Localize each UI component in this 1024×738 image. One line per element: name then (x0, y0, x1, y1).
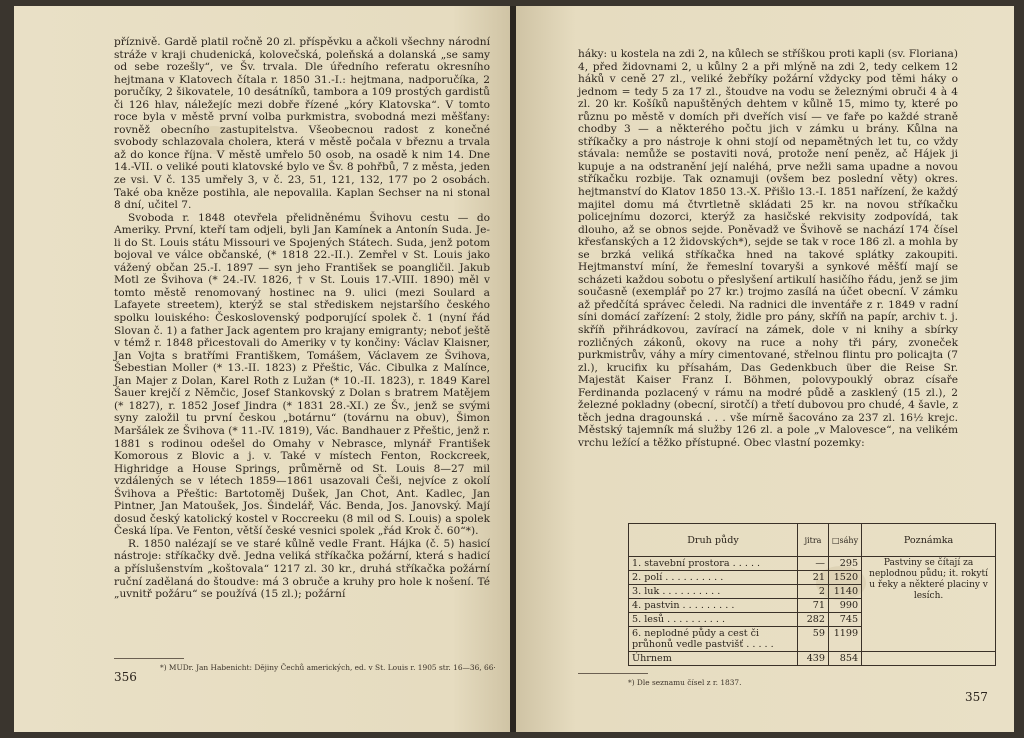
table-cell: 439 (798, 652, 829, 666)
table-cell: 1520 (829, 571, 862, 585)
table-cell: 854 (829, 652, 862, 666)
page-number: 356 (114, 670, 137, 684)
table-cell: 5. lesů . . . . . . . . . . (629, 613, 798, 627)
table-cell: 1. stavební prostora . . . . . (629, 557, 798, 571)
table-cell: 1199 (829, 627, 862, 652)
footnote-rule (578, 673, 648, 674)
table-header-row (629, 524, 996, 557)
table-cell: 59 (798, 627, 829, 652)
paragraph: háky: u kostela na zdi 2, na kůlech se stříškou proti kapli (sv. Floriana) 4, před židovnami 2, u kůlny 2 a při mlýně na zdi 2, tedy celkem 12 háků v ceně 27 zl., veliké žebříky požární vždycky pod těmi háky o jednom = tedy 5 za 17 zl., štoudve na vodu se železnými obruči 4 à 4 zl. 20 kr. Košíků napuštěných dehtem v kůlně 15, mimo ty, které po různu po městě v domích při dveřích visí — ve faře po každé straně chodby 3 — a některého počtu jich v zámku u brány. Kůlna na stříkačky a pro nástroje k ohni stojí od nepamětných let tu, co vždy stávala: nemůže se postaviti nová, protože není peněz, ač Hájek ji kupuje a na odstranění její naléhá, prve nežli sama upadne a novou stříkačku rozbije. Tak oznamuji (ovšem bez poslední věty) okres. hejtmanství do Klatov 1850 13.-X. Přišlo 13.-I. 1851 nařízení, že každý majitel domu má čtvrtletně skládati 25 kr. na novou stříkačku policejnímu dozorci, kterýž za hasičské rekvisity zodpovídá, tak dlouho, až se obnos sejde. Poněvadž ve Švihově se nachází 174 čísel křesťanských a 12 židovských*), sejde se tak v roce 186 zl. a mohla by se brzká veliká stříkačka hned na takové splátky zakoupiti. Hejtmanství míní, že řemeslní tovaryši a synkové měšťí mají se scházeti každou sobotu o přeslyšení artikulí hasičího řádu, jenž se jim současně (exemplář po 27 kr.) trojmo zasílá na účet obecní. V zámku až předčítá správec čeledi. Na radnici dle inventáře z r. 1849 v radní síni domácí zařízení: 2 stoly, židle pro pány, skříň na papír, archiv t. j. skříň přihrádkovou, zavírací na zámek, dole v ni knihy a sbírky rozličných zákonů, okovy na ruce a nohy tři páry, zvoneček purkmistrův, váhy a míry cimentované, střelnou flintu pro policajta (7 zl.), krucifix ku přísahám, Das Gedenkbuch über die Reise Sr. Majestät Kaiser Franz I. Böhmen, polovypouklý obraz císaře Ferdinanda pozlacený v rámu na modré půdě a zasklený (15 zl.), 2 železné pokladny (obecní, sirotčí) a třetí dubovou pro chudé, 4 šavle, z těch jedna dragounská . . . vše mírně šacováno za 237 zl. 16½ krejc. Městský tajemník má služby 126 zl. a pole „v Malovesce“, na velikém vrchu ležící a těžko přístupné. Obec vlastní pozemky: (578, 48, 958, 449)
footnote-rule (114, 658, 184, 659)
footnote: *) Dle seznamu čísel z r. 1837. (628, 678, 742, 687)
table-cell: 3. luk . . . . . . . . . . (629, 585, 798, 599)
table-cell (862, 652, 996, 666)
table-cell: Úhrnem (629, 652, 798, 666)
land-table (628, 523, 996, 666)
table-row (629, 557, 996, 571)
column-header: Druh půdy (629, 524, 798, 557)
table-cell: 6. neplodné půdy a cest či průhonů vedle pastvišť . . . . . (629, 627, 798, 652)
table-cell: 4. pastvin . . . . . . . . . (629, 599, 798, 613)
column-header: □sáhy (829, 524, 862, 557)
right-page-body (578, 48, 958, 450)
table-total-row (629, 652, 996, 666)
table-note: Pastviny se čítají za neplodnou půdu; it. rokytí u řeky a některé placiny v lesích. (862, 557, 996, 652)
right-page (516, 6, 1014, 732)
left-page-body (114, 36, 490, 601)
table-cell: 2. polí . . . . . . . . . . (629, 571, 798, 585)
table-cell: 990 (829, 599, 862, 613)
column-header: jitra (798, 524, 829, 557)
paragraph: příznivě. Gardě platil ročně 20 zl. příspěvku a ačkoli všechny národní stráže v kraji chudenická, kolovečská, poleňská a dolanská „se samy od sebe rozešly“, ve Šv. trvala. Dle úředního referatu okresního hejtmana v Klatovech čítala r. 1850 31.-I.: hejtmana, nadporučíka, 2 poručíky, 2 šikovatele, 10 desátníků, tambora a 109 prostých gardistů či 126 hlav, náležejíc mezi dobře řízené „kóry Klatovska“. V tomto roce byla v městě první volba purkmistra, svobodná mezi měšťany: rovněž obecního zastupitelstva. Všeobecnou radost z konečné svobody schlazovala cholera, která v městě počala v březnu a trvala až do konce října. V městě umřelo 50 osob, na osadě k nim 14. Dne 14.-VII. o veliké pouti klatovské bylo ve Šv. 8 pohřbů, 7 z města, jeden ze vsi. V č. 135 umřely 3, v č. 23, 51, 121, 132, 177 po 2 osobách. Také oba kněze postihla, ale nepovalila. Kaplan Sechser na ni stonal 8 dní, učitel 7. (114, 36, 490, 212)
table-cell: — (798, 557, 829, 571)
table-cell: 21 (798, 571, 829, 585)
table-cell: 1140 (829, 585, 862, 599)
paragraph: Svoboda r. 1848 otevřela přelidněnému Švihovu cestu — do Ameriky. První, kteří tam odjeli, byli Jan Kamínek a Antonín Suda. Je-li do St. Louis státu Missouri ve Spojených Státech. Suda, jenž potom bojoval ve válce občanské, (* 1818 22.-II.). Zemřel v St. Louis jako vážený občan 25.-I. 1897 — syn jeho František se poangličil. Jakub Motl ze Švihova (* 24.-IV. 1826, † v St. Louis 17.-VIII. 1890) měl v tomto městě renomovaný hostinec na 9. ulici (mezi Soulard a Lafayete streetem), kterýž se stal střediskem nejstaršího českého spolku louiského: Československý podporující spolek č. 1 (nyní řád Slovan č. 1) a father Jack agentem pro krajany emigranty; neboť ještě v témž r. 1848 přicestovali do Ameriky v ty končiny: Václav Klaisner, Jan Vojta s bratřími Františkem, Tomášem, Václavem ze Švihova, Šebestian Moller (* 13.-II. 1823) z Přeštic, Vác. Cibulka z Malínce, Jan Majer z Dolan, Karel Roth z Lužan (* 10.-II. 1823), r. 1849 Karel Šauer krejčí z Němčic, Josef Stankovský z Dolan s bratrem Matějem (* 1827), r. 1852 Josef Jindra (* 1831 28.-XI.) ze Šv., jenž se svými syny založil tu první českou „botárnu“ (továrnu na obuv), Šimon Maršálek ze Švihova (* 11.-IV. 1819), Vác. Bandhauer z Přeštic, jenž r. 1881 s rodinou odešel do Omahy v Nebrasce, mlynář František Komorous z Blovic a j. v. Také v místech Fenton, Rockcreek, Highridge a House Springs, průměrně od St. Louis 8—27 mil vzdálených se v létech 1859—1861 usazovali Češi, nejvíce z okolí Švihova a Přeštic: Bartotoměj Dušek, Jan Chot, Ant. Kadlec, Jan Pintner, Jan Matoušek, Jos. Šindelář, Vác. Benda, Jos. Janovský. Mají dosud český katolický kostel v Roccreeku (8 mil od S. Louis) a spolek Česká lípa. Ve Fenton, větší české vesnici spolek „řád Krok č. 60“*). (114, 211, 490, 538)
page-number: 357 (965, 690, 988, 704)
left-page (14, 6, 512, 732)
table-cell: 71 (798, 599, 829, 613)
table-cell: 745 (829, 613, 862, 627)
table-cell: 2 (798, 585, 829, 599)
book-spread (14, 6, 1014, 732)
footnote: *) MUDr. Jan Habenicht: Dějiny Čechů amerických, ed. v St. Louis r. 1905 str. 16—36, 66· (160, 663, 496, 672)
table-cell: 295 (829, 557, 862, 571)
table-cell: 282 (798, 613, 829, 627)
column-header: Poznámka (862, 524, 996, 557)
paragraph: R. 1850 nalézají se ve staré kůlně vedle Frant. Hájka (č. 5) hasicí nástroje: stříkačky dvě. Jedna veliká stříkačka požární, která s hadicí a příslušenstvím „koštovala“ 1217 zl. 30 kr., druhá stříkačka požární ruční zadělaná do štoudve: má 3 obruče a kruhy pro hole k nošení. Té „uvnitř požáru“ se používá (15 zl.); požární (114, 537, 490, 601)
